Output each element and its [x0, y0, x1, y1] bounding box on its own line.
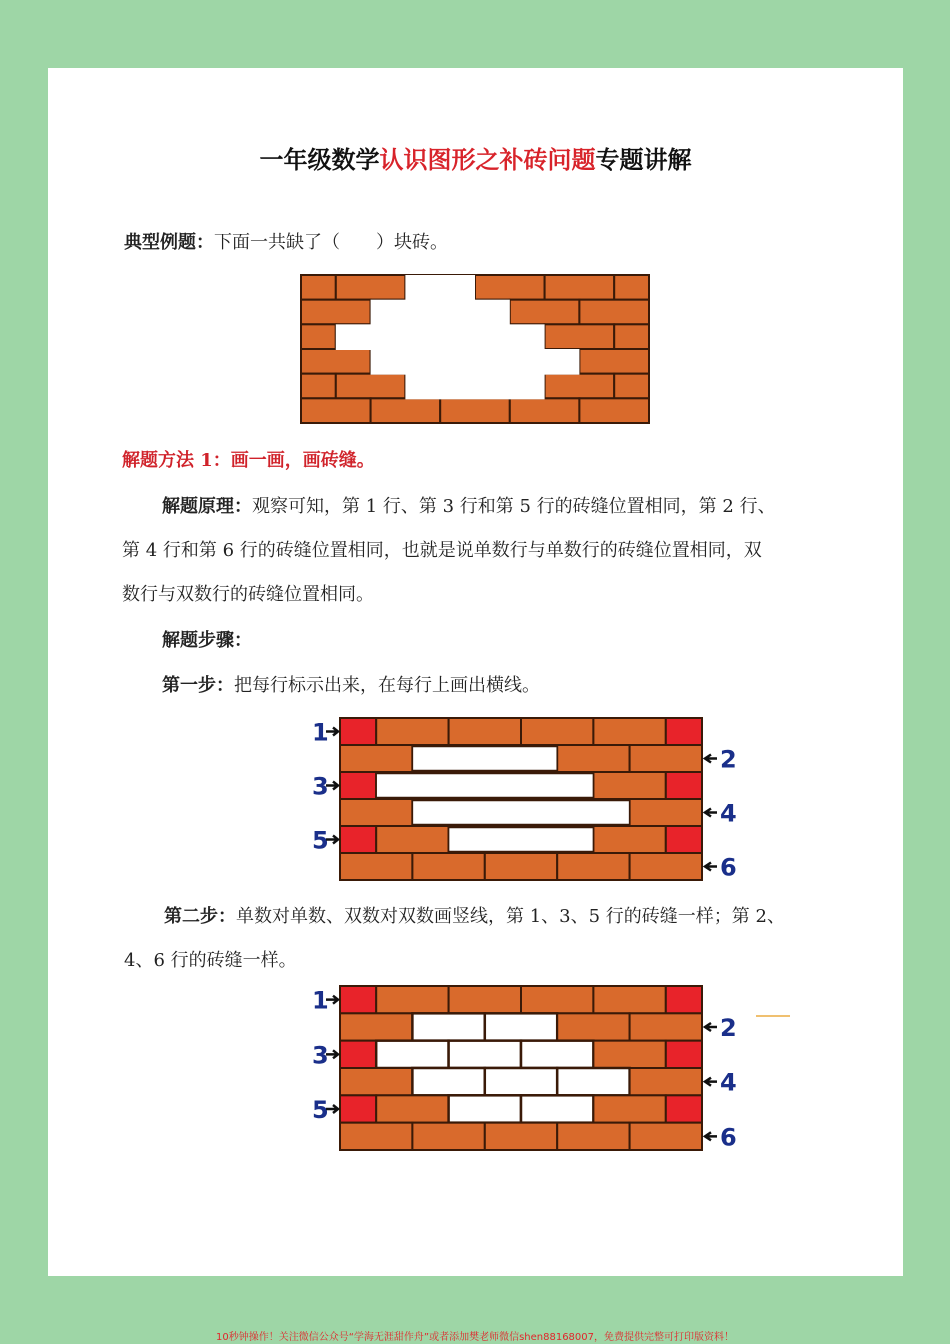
missing-brick: [521, 1041, 593, 1068]
brick: [630, 1123, 702, 1150]
missing-brick: [376, 1041, 448, 1068]
brick: [666, 1041, 702, 1068]
hole-area: [336, 324, 545, 350]
brick: [666, 986, 702, 1013]
brick: [630, 745, 702, 772]
brick-layer: [340, 718, 702, 880]
row-number: 3: [312, 1041, 329, 1070]
brick: [340, 1068, 412, 1095]
row-number: 2: [720, 745, 737, 774]
hole-area: [405, 275, 475, 301]
brick: [340, 826, 376, 853]
brick: [614, 275, 649, 300]
footer-note: 10秒钟操作！关注微信公众号“学海无涯甜作舟”或者添加樊老师微信shen88168007，免费提供完整可打印版资料！: [215, 1332, 735, 1343]
brick: [666, 772, 702, 799]
brick: [376, 718, 448, 745]
brick: [301, 324, 336, 349]
brick: [666, 718, 702, 745]
brick: [579, 300, 649, 325]
row-number: 1: [312, 986, 329, 1015]
brick: [301, 398, 371, 423]
brick: [593, 772, 665, 799]
brick: [557, 745, 629, 772]
arrow-left-icon: [705, 1132, 717, 1140]
brick: [301, 374, 336, 399]
arrow-left-icon: [705, 1023, 717, 1031]
missing-row-gap: [376, 774, 593, 798]
brick: [336, 275, 406, 300]
steps-heading: 解题步骤：: [162, 630, 252, 651]
brick-layer: [301, 275, 649, 423]
missing-brick: [449, 1041, 521, 1068]
brick: [557, 1013, 629, 1040]
brick: [301, 300, 371, 325]
principle-line-1: 解题原理：观察可知，第 1 行、第 3 行和第 5 行的砖缝位置相同，第 2 行、: [162, 496, 776, 517]
brick: [376, 1095, 448, 1122]
row-number: 4: [720, 799, 737, 828]
step1-text: 第一步：把每行标示出来，在每行上画出横线。: [162, 675, 540, 696]
row-number: 1: [312, 718, 329, 747]
arrow-left-icon: [705, 755, 717, 763]
brick: [340, 1041, 376, 1068]
step2-line-2: 4、6 行的砖缝一样。: [124, 950, 297, 971]
row-number: 5: [312, 826, 329, 855]
brick: [593, 1095, 665, 1122]
brick: [371, 398, 441, 423]
brick: [521, 986, 593, 1013]
brick: [579, 398, 649, 423]
missing-brick: [485, 1068, 557, 1095]
missing-row-gap: [412, 747, 557, 771]
row-number: 5: [312, 1096, 329, 1124]
brick: [485, 853, 557, 880]
brick: [630, 853, 702, 880]
arrow-left-icon: [705, 809, 717, 817]
brick: [614, 374, 649, 399]
brick: [340, 1095, 376, 1122]
brick: [475, 275, 545, 300]
brick: [593, 718, 665, 745]
brick: [440, 398, 510, 423]
brick: [340, 853, 412, 880]
brick: [301, 275, 336, 300]
brick: [412, 853, 484, 880]
brick-wall-step1: [260, 714, 737, 884]
brick: [521, 718, 593, 745]
brick-wall-step2: [260, 982, 737, 1154]
brick: [545, 275, 615, 300]
orange-dash-mark: [756, 1015, 790, 1017]
brick: [340, 799, 412, 826]
brick: [630, 799, 702, 826]
missing-row-gap: [449, 828, 594, 852]
brick: [557, 1123, 629, 1150]
missing-row-gap: [412, 801, 629, 825]
brick: [510, 398, 580, 423]
principle-line-2: 第 4 行和第 6 行的砖缝位置相同，也就是说单数行与单数行的砖缝位置相同，双: [122, 540, 762, 561]
arrow-left-icon: [705, 863, 717, 871]
brick: [557, 853, 629, 880]
brick: [485, 1123, 557, 1150]
worksheet-page: [48, 68, 903, 1276]
missing-brick: [412, 1013, 484, 1040]
brick: [545, 324, 615, 349]
arrow-left-icon: [705, 1078, 717, 1086]
missing-brick: [557, 1068, 629, 1095]
brick: [510, 300, 580, 325]
row-number: 6: [720, 1123, 737, 1152]
step2-line-1: 第二步：单数对单数、双数对双数画竖线，第 1、3、5 行的砖缝一样；第 2、: [164, 906, 785, 927]
brick: [449, 986, 521, 1013]
brick: [340, 745, 412, 772]
brick: [593, 986, 665, 1013]
brick: [630, 1068, 702, 1095]
brick: [449, 718, 521, 745]
hole-area: [371, 349, 580, 375]
brick: [666, 1095, 702, 1122]
brick: [340, 718, 376, 745]
missing-brick: [485, 1013, 557, 1040]
principle-line-3: 数行与双数行的砖缝位置相同。: [122, 584, 374, 605]
brick: [340, 986, 376, 1013]
missing-brick: [412, 1068, 484, 1095]
hole-area: [371, 300, 510, 326]
brick: [666, 826, 702, 853]
brick: [579, 349, 649, 374]
row-number: 2: [720, 1014, 737, 1042]
row-number: 3: [312, 772, 329, 801]
brick: [630, 1013, 702, 1040]
brick: [336, 374, 406, 399]
method-title: 解题方法 1：画一画，画砖缝。: [122, 450, 375, 471]
brick: [376, 826, 448, 853]
hole-area: [405, 374, 544, 400]
brick-wall-with-hole: [300, 274, 652, 426]
brick: [593, 826, 665, 853]
brick: [340, 1013, 412, 1040]
brick: [614, 324, 649, 349]
brick: [340, 772, 376, 799]
page-title: 一年级数学认识图形之补砖问题专题讲解: [259, 146, 692, 174]
missing-brick: [449, 1095, 521, 1122]
brick: [301, 349, 371, 374]
brick: [412, 1123, 484, 1150]
row-number: 4: [720, 1068, 737, 1097]
row-number: 6: [720, 853, 737, 882]
brick: [593, 1041, 665, 1068]
missing-brick: [521, 1095, 593, 1122]
brick: [545, 374, 615, 399]
brick: [376, 986, 448, 1013]
brick: [340, 1123, 412, 1150]
brick-layer: [340, 986, 702, 1150]
example-question: 典型例题：下面一共缺了（ ）块砖。: [124, 232, 448, 253]
